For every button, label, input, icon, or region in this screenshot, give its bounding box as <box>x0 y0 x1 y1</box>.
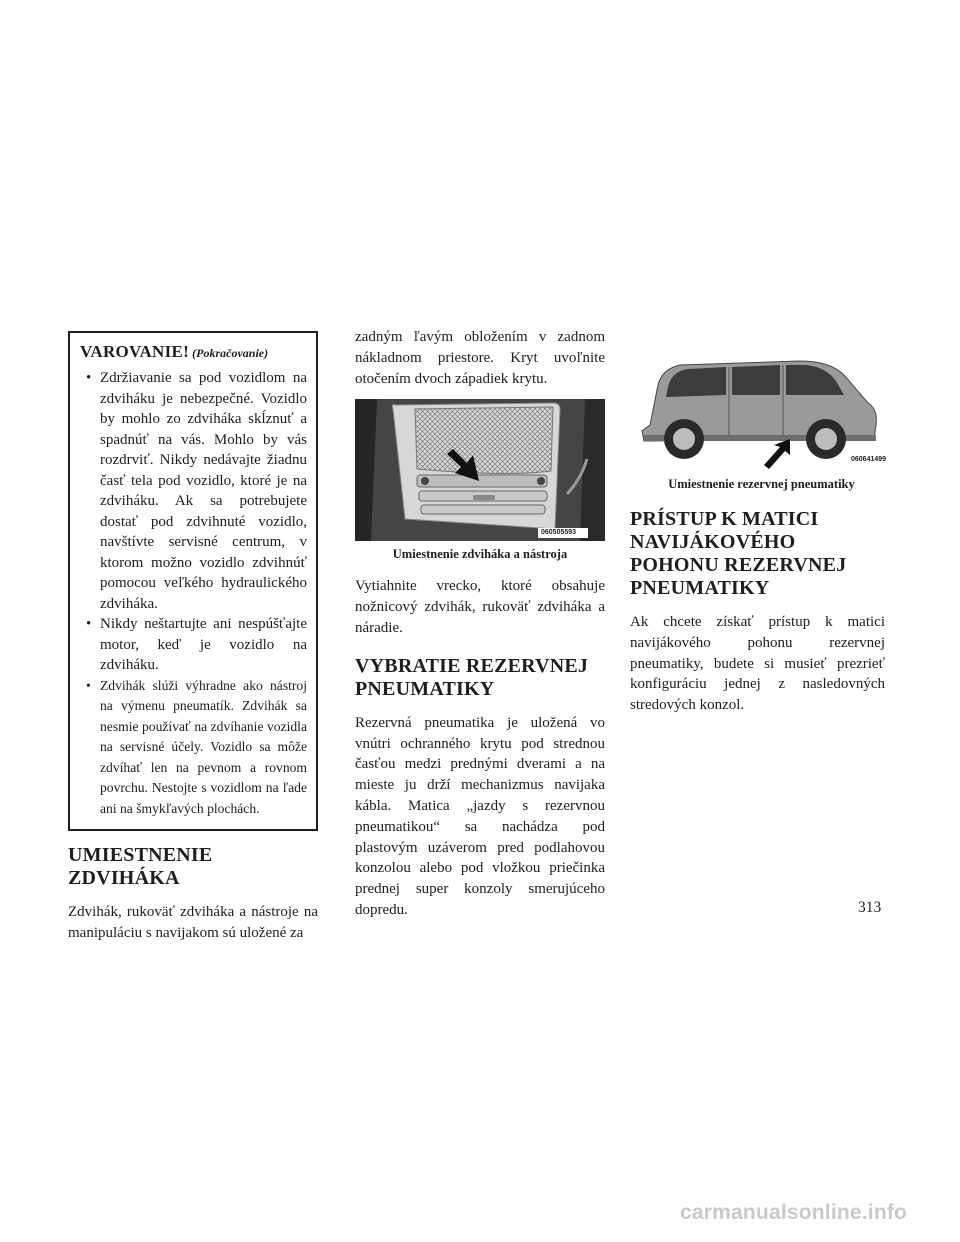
warning-bullet: • Zdvihák slúži výhradne ako nástroj na výmenu pneumatík. Zdvihák sa nesmie používať na zdvíhanie vozidla na servisné účely. Vozidlo sa môže zdvíhať len na pevnom a rovnom povrchu. Nestojte s vozidlom na ľade ani na šmykľavých plochách. <box>86 677 307 816</box>
warning-box <box>68 331 318 831</box>
warning-bullet: • Zdržiavanie sa pod vozidlom na zdviháku je nebezpečné. Vozidlo by mohlo zo zdviháka skĺznuť a spadnúť na vás. Mohlo by vás rozdrviť. Nikdy nedávajte žiadnu časť tela pod vozidlo, ktoré je na zdviháku. Ak sa potrebujete dostať pod zdvihnuté vozidlo, navštívte servisné centrum, v ktorom možno vozidlo zdvihnúť pomocou veľkého hydraulického zdviháka. <box>86 370 307 612</box>
heading-line: PNEUMATIKY <box>630 577 770 599</box>
right-column <box>630 355 885 716</box>
heading-line: PNEUMATIKY <box>355 677 495 700</box>
winch-access-text: Ak chcete získať prístup k matici navijákového pohonu rezervnej pneumatiky, budete si musieť prezrieť konfiguráciu jednej z nasledovných stredových konzol. <box>630 614 885 714</box>
middle-column <box>355 331 605 921</box>
jack-location-heading <box>68 844 318 890</box>
warning-continued-label: (Pokračovanie) <box>192 346 269 360</box>
spare-removal-heading <box>355 655 605 701</box>
warning-title-text: VAROVANIE! <box>80 342 190 361</box>
jack-location-illustration <box>355 399 605 541</box>
left-column <box>68 331 318 944</box>
watermark: carmanualsonline.info <box>680 1201 908 1224</box>
jack-location-text: Zdvihák, rukoväť zdviháka a nástroje na manipuláciu s navijakom sú uložené za <box>68 904 318 941</box>
spare-location-figure <box>630 355 887 471</box>
warning-bullet-text: Nikdy neštartujte ani nespúšťajte motor, keď je vozidlo na zdviháku. <box>100 616 307 673</box>
figure-caption: Umiestnenie zdviháka a nástroja <box>392 547 568 562</box>
warning-bullet: • Nikdy neštartujte ani nespúšťajte motor, keď je vozidlo na zdviháku. <box>86 616 307 673</box>
jack-location-text-after: Vytiahnite vrecko, ktoré obsahuje nožnicový zdvihák, rukoväť zdviháka a náradie. <box>355 578 605 636</box>
heading-line: ZDVIHÁKA <box>68 867 180 889</box>
warning-bullet-text: Zdvihák slúži výhradne ako nástroj na výmenu pneumatík. Zdvihák sa nesmie používať na zdvíhanie vozidla na servisné účely. Vozidlo sa môže zdvíhať len na pevnom a rovnom povrchu. Nestojte s vozidlom na ľade ani na šmykľavých plochách. <box>100 677 307 816</box>
heading-line: PRÍSTUP K MATICI <box>630 508 819 530</box>
heading-line: UMIESTNENIE <box>68 844 213 866</box>
figure-caption: Umiestnenie rezervnej pneumatiky <box>668 477 855 491</box>
heading-line: POHONU REZERVNEJ <box>630 554 847 576</box>
jack-location-figure <box>355 399 605 541</box>
spare-removal-text: Rezervná pneumatika je uložená vo vnútri ochranného krytu pod strednou časťou medzi prednými dverami a na mieste ju drží mechanizmus navijaka kábla. Matica „jazdy s rezervnou pneumatikou“ sa nachádza pod plastovým uzáverom pred podlahovou konzolou alebo pod vložkou priečinka prednej super konzoly smerujúceho dopredu. <box>355 714 605 918</box>
figure-code: 060641499 <box>851 456 887 463</box>
page-number: 313 <box>858 899 882 916</box>
warning-bullet-text: Zdržiavanie sa pod vozidlom na zdviháku je nebezpečné. Vozidlo by mohlo zo zdviháka skĺznuť a spadnúť na vás. Mohlo by vás rozdrviť. Nikdy nedávajte žiadnu časť tela pod vozidlo, ktoré je na zdviháku. Ak sa potrebujete dostať pod zdvihnuté vozidlo, navštívte servisné centrum, v ktorom možno vozidlo zdvihnúť pomocou veľkého hydraulického zdviháka. <box>100 370 307 612</box>
heading-line: VYBRATIE REZERVNEJ <box>355 654 589 677</box>
minivan-illustration <box>630 355 880 471</box>
figure-code: 060505593 <box>541 529 577 537</box>
winch-access-heading <box>630 508 885 600</box>
warning-title <box>80 342 307 362</box>
jack-location-text-continued: zadným ľavým obložením v zadnom nákladnom priestore. Kryt uvoľnite otočením dvoch západiek krytu. <box>355 329 605 387</box>
heading-line: NAVIJÁKOVÉHO <box>630 531 796 553</box>
